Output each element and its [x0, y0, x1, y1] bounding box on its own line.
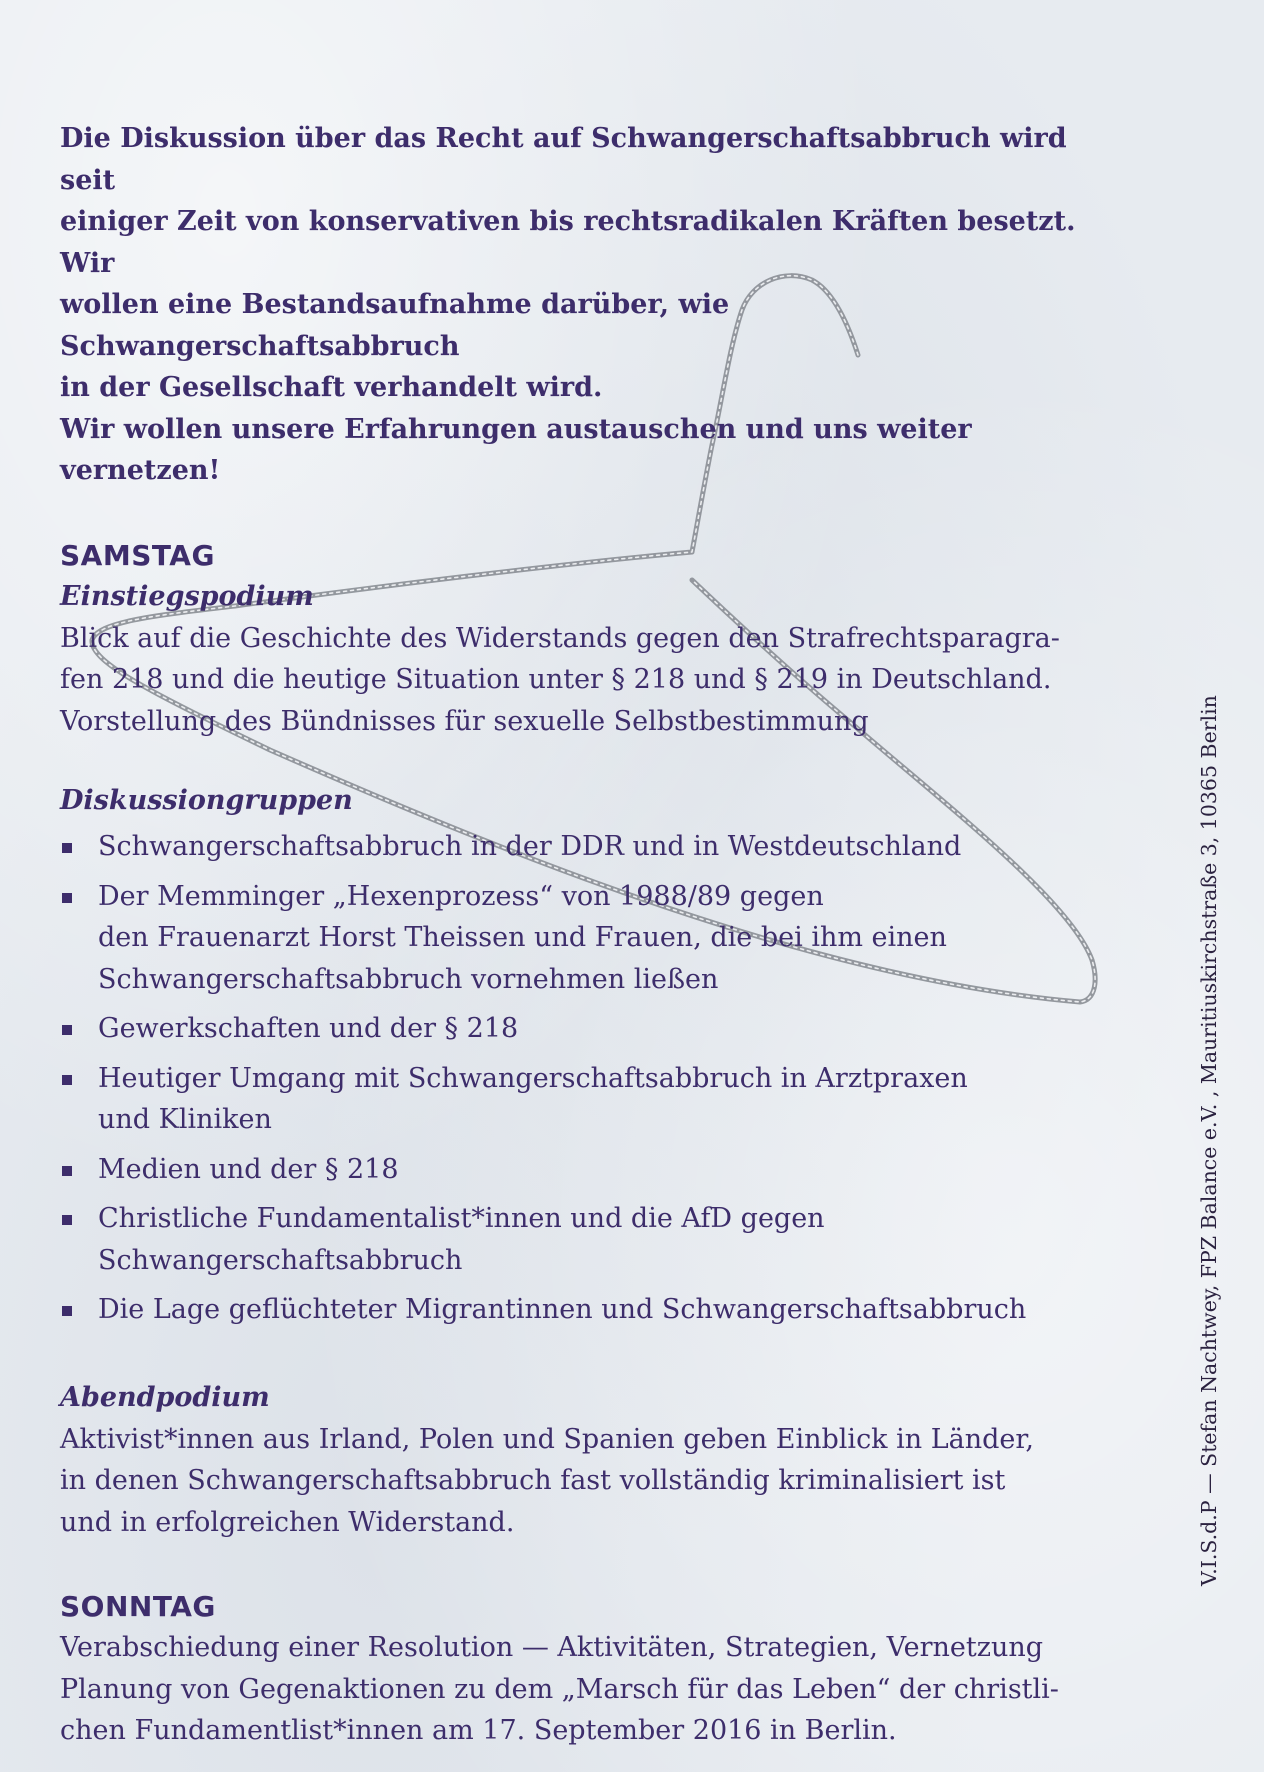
list-item-line: Schwangerschaftsabbruch — [98, 1244, 463, 1276]
text-line: Aktivist*innen aus Irland, Polen und Spanien geben Einblick in Länder, — [60, 1423, 1034, 1455]
intro-paragraph — [60, 118, 1100, 492]
list-item-line: Medien und der § 218 — [98, 1153, 399, 1185]
subheading-einstiegspodium: Einstiegspodium — [60, 580, 314, 612]
list-item — [60, 1149, 1100, 1191]
section-heading-sonntag: SONNTAG — [60, 1590, 216, 1623]
bullet-square-icon — [62, 1306, 72, 1316]
subheading-diskussiongruppen: Diskussiongruppen — [60, 785, 353, 816]
bullet-square-icon — [62, 843, 72, 853]
einstiegspodium-text — [60, 618, 1100, 743]
text-line: chen Fundamentlist*innen am 17. September 2016 in Berlin. — [60, 1715, 897, 1746]
list-item — [60, 1198, 1100, 1281]
intro-line: Wir wollen unsere Erfahrungen austauschen und uns weiter vernetzen! — [60, 413, 972, 486]
list-item-line: Heutiger Umgang mit Schwangerschaftsabbruch in Arztpraxen — [98, 1062, 968, 1094]
list-item-line: Gewerkschaften und der § 218 — [98, 1013, 519, 1044]
list-item-line: Schwangerschaftsabbruch vornehmen ließen — [98, 963, 719, 995]
bullet-square-icon — [62, 893, 72, 903]
list-item-line: und Kliniken — [98, 1104, 272, 1135]
list-item-line: Der Memminger „Hexenprozess“ von 1988/89 gegen — [98, 880, 824, 912]
intro-line: wollen eine Bestandsaufnahme darüber, wie Schwangerschaftsabbruch — [60, 289, 730, 362]
intro-line: Die Diskussion über das Recht auf Schwangerschaftsabbruch wird seit — [60, 123, 1067, 196]
sonntag-text — [60, 1627, 1100, 1752]
bullet-square-icon — [62, 1025, 72, 1035]
text-line: Planung von Gegenaktionen zu dem „Marsch für das Leben“ der christli- — [60, 1673, 1059, 1705]
list-item-line: Die Lage geflüchteter Migrantinnen und Schwangerschaftsabbruch — [98, 1294, 1027, 1325]
flyer-content — [60, 118, 1100, 1752]
text-line: und in erfolgreichen Widerstand. — [60, 1506, 515, 1538]
list-item — [60, 1058, 1100, 1141]
discussion-group-list — [60, 826, 1100, 1331]
text-line: in denen Schwangerschaftsabbruch fast vollständig kriminalisiert ist — [60, 1465, 1006, 1496]
list-item-line: Christliche Fundamentalist*innen und die AfD gegen — [98, 1203, 825, 1234]
list-item-line: den Frauenarzt Horst Theissen und Frauen, die bei ihm einen — [98, 922, 947, 953]
list-item — [60, 876, 1100, 1001]
list-item — [60, 1289, 1100, 1331]
section-heading-samstag: SAMSTAG — [60, 538, 215, 572]
list-item — [60, 1008, 1100, 1050]
text-line: fen 218 und die heutige Situation unter § 218 und § 219 in Deutschland. — [60, 664, 1052, 695]
text-line: Verabschiedung einer Resolution — Aktivitäten, Strategien, Vernetzung — [60, 1632, 1044, 1663]
list-item — [60, 826, 1100, 868]
bullet-square-icon — [62, 1215, 72, 1225]
text-line: Blick auf die Geschichte des Widerstands gegen den Strafrechtsparagra- — [60, 622, 1060, 654]
bullet-square-icon — [62, 1075, 72, 1085]
intro-line: einiger Zeit von konservativen bis rechtsradikalen Kräften besetzt. Wir — [60, 206, 1076, 279]
subheading-abendpodium: Abendpodium — [60, 1381, 270, 1413]
list-item-line: Schwangerschaftsabbruch in der DDR und in Westdeutschland — [98, 831, 962, 862]
bullet-square-icon — [62, 1166, 72, 1176]
abendpodium-text — [60, 1419, 1100, 1544]
intro-line: in der Gesellschaft verhandelt wird. — [60, 372, 603, 403]
text-line: Vorstellung des Bündnisses für sexuelle Selbstbestimmung — [60, 705, 869, 737]
imprint-note: V.I.S.d.P — Stefan Nachtwey, FPZ Balance e.V. , Mauritiuskirchstraße 3, 10365 Berlin — [1197, 695, 1221, 1586]
